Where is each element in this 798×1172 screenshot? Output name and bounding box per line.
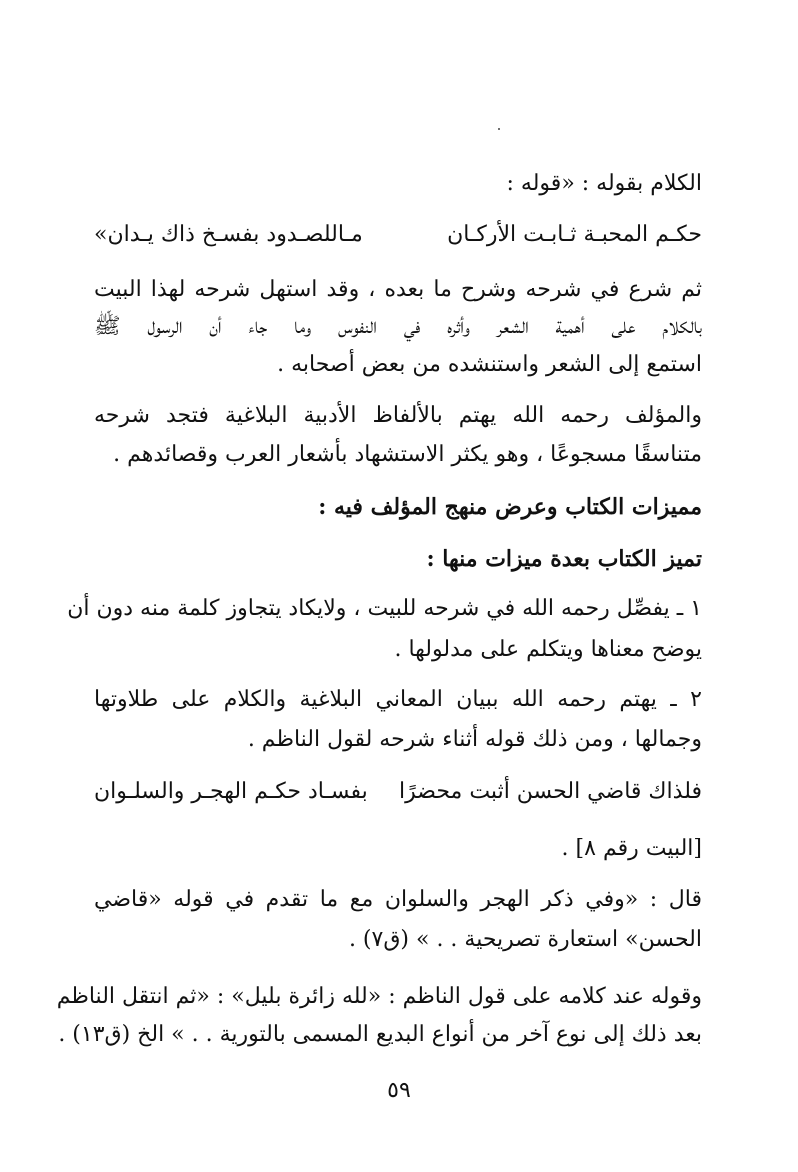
- text-line: وقوله عند كلامه على قول الناظم : «لله زائرة بليل» : «ثم انتقل الناظم: [56, 984, 702, 1009]
- text-line: والمؤلف رحمه الله يهتم بالألفاظ الأدبية البلاغية فتجد شرحه: [94, 403, 702, 428]
- verse-reference: [البيت رقم ٨] .: [561, 836, 702, 861]
- text-line: بالكلام على أهمية الشعر وأثره في النفوس وما جاء أن الرسول ﷺ: [94, 314, 702, 339]
- text-line: قال : «وفي ذكر الهجر والسلوان مع ما تقدم في قوله «قاضي: [94, 887, 702, 912]
- section-heading: مميزات الكتاب وعرض منهج المؤلف فيه :: [318, 494, 702, 520]
- text-line: بعد ذلك إلى نوع آخر من أنواع البديع المسمى بالتورية . . » الخ (ق١٣) .: [58, 1022, 702, 1047]
- text-line: ١ ـ يفصِّل رحمه الله في شرحه للبيت ، ولايكاد يتجاوز كلمة منه دون أن: [67, 596, 702, 621]
- verse-second-hemistich: مـاللصـدود بفسـخ ذاك يـدان»: [94, 222, 363, 247]
- verse-second-hemistich: بفسـاد حكـم الهجـر والسلـوان: [94, 779, 368, 804]
- text-line: ثم شرع في شرحه وشرح ما بعده ، وقد استهل شرحه لهذا البيت: [94, 277, 702, 302]
- text-line: الحسن» استعارة تصريحية . . » (ق٧) .: [348, 927, 702, 952]
- speck-mark: [498, 128, 500, 130]
- text-line: يوضح معناها ويتكلم على مدلولها .: [394, 637, 702, 662]
- subsection-heading: تميز الكتاب بعدة ميزات منها :: [426, 546, 702, 572]
- text-line: ٢ ـ يهتم رحمه الله ببيان المعاني البلاغية والكلام على طلاوتها: [94, 687, 702, 712]
- text-line: متناسقًا مسجوعًا ، وهو يكثر الاستشهاد بأشعار العرب وقصائدهم .: [113, 442, 702, 467]
- verse-first-hemistich: حكـم المحبـة ثـابـت الأركـان: [447, 222, 702, 247]
- verse-line: [94, 779, 702, 805]
- page-number: ٥٩: [387, 1078, 411, 1103]
- verse-line: [94, 222, 702, 248]
- text-line: الكلام بقوله : «قوله :: [506, 171, 702, 196]
- text-line: وجمالها ، ومن ذلك قوله أثناء شرحه لقول الناظم .: [247, 727, 702, 752]
- verse-first-hemistich: فلذاك قاضي الحسن أثبت محضرًا: [399, 779, 702, 804]
- text-line: استمع إلى الشعر واستنشده من بعض أصحابه .: [277, 352, 702, 377]
